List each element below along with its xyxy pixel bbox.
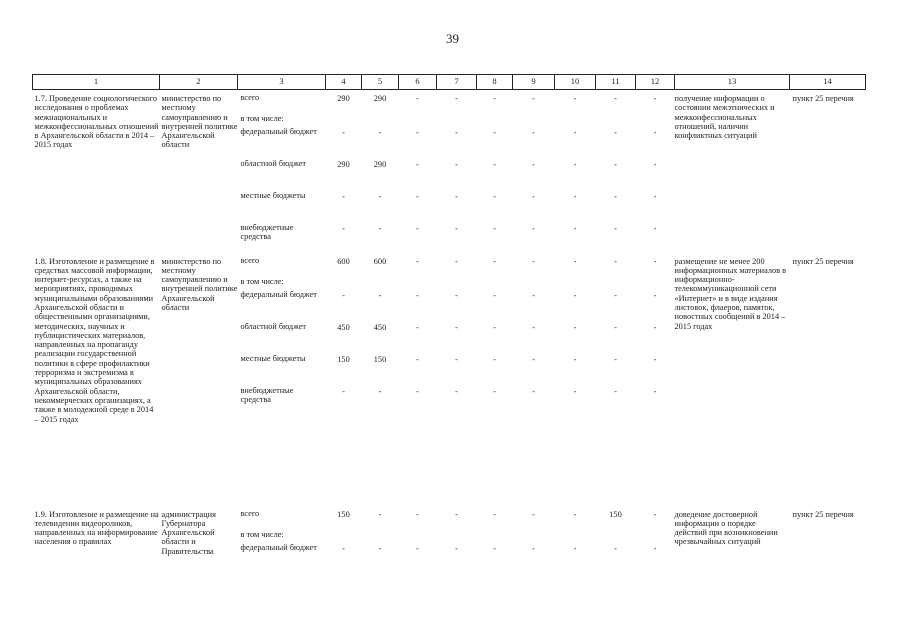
amount-cell: [636, 274, 675, 287]
funding-source: федеральный бюджет: [240, 126, 317, 136]
amount-cell: -: [416, 509, 419, 519]
col-header: 13: [675, 75, 790, 90]
funding-source: областной бюджет: [240, 158, 307, 168]
amount-cell: [596, 527, 636, 540]
amount-cell: -: [455, 386, 458, 396]
executor: министерство по местному самоуправлению и внутренней политике Архангельской области: [161, 256, 238, 312]
col-header: 10: [555, 75, 596, 90]
table-row: [33, 253, 866, 274]
amount-cell: -: [493, 290, 496, 300]
amount-cell: -: [493, 223, 496, 233]
basis: пункт 25 перечня: [792, 256, 854, 266]
amount-cell: 290: [337, 94, 350, 103]
amount-cell: 290: [337, 159, 350, 169]
funding-source: в том числе:: [240, 113, 284, 123]
amount-cell: -: [378, 509, 382, 519]
amount-cell: [326, 111, 362, 124]
amount-cell: -: [614, 223, 617, 233]
amount-cell: [513, 527, 555, 540]
col-header: 12: [636, 75, 675, 90]
amount-cell: 290: [373, 159, 387, 169]
amount-cell: [636, 111, 675, 124]
amount-cell: [437, 111, 477, 124]
amount-cell: -: [532, 354, 535, 364]
amount-cell: -: [653, 354, 657, 364]
amount-cell: -: [653, 94, 657, 103]
amount-cell: -: [532, 290, 535, 300]
amount-cell: -: [342, 191, 345, 201]
amount-cell: -: [614, 290, 617, 300]
amount-cell: -: [455, 543, 458, 553]
amount-cell: -: [416, 94, 419, 103]
amount-cell: -: [416, 159, 419, 169]
amount-cell: -: [532, 256, 535, 266]
funding-source: в том числе:: [240, 529, 284, 539]
amount-cell: -: [416, 290, 419, 300]
col-header: 4: [326, 75, 362, 90]
amount-cell: -: [493, 509, 496, 519]
amount-cell: -: [614, 386, 617, 396]
amount-cell: -: [614, 322, 617, 332]
program-table: [32, 74, 866, 570]
amount-cell: -: [573, 159, 577, 169]
amount-cell: -: [573, 509, 577, 519]
amount-cell: -: [653, 127, 657, 137]
amount-cell: -: [416, 322, 419, 332]
amount-cell: -: [342, 127, 345, 137]
amount-cell: -: [573, 354, 577, 364]
amount-cell: -: [342, 290, 345, 300]
amount-cell: -: [378, 543, 382, 553]
amount-cell: -: [493, 256, 496, 266]
amount-cell: 150: [337, 354, 350, 364]
funding-source: всего: [240, 255, 260, 265]
amount-cell: [477, 527, 513, 540]
amount-cell: [513, 111, 555, 124]
expected-result: получение информации о состоянии межэтнических и межконфессиональных отношений, наличии конфликтных ситуаций: [674, 94, 775, 141]
amount-cell: -: [378, 223, 382, 233]
amount-cell: -: [416, 386, 419, 396]
amount-cell: [399, 527, 437, 540]
funding-source: федеральный бюджет: [240, 289, 317, 299]
amount-cell: -: [455, 127, 458, 137]
amount-cell: -: [573, 256, 577, 266]
funding-source: всего: [240, 508, 260, 518]
amount-cell: -: [416, 256, 419, 266]
amount-cell: -: [532, 386, 535, 396]
funding-source: всего: [240, 93, 260, 102]
col-header: 2: [160, 75, 238, 90]
amount-cell: -: [653, 290, 657, 300]
measure-title: 1.9. Изготовление и размещение на телевидении видеороликов, направленных на информирование населения о правилах: [34, 509, 159, 547]
table-row: [33, 90, 866, 111]
funding-source: внебюджетные средства: [240, 385, 294, 404]
basis: пункт 25 перечня: [792, 94, 854, 103]
col-header: 9: [513, 75, 555, 90]
amount-cell: -: [653, 256, 657, 266]
amount-cell: [477, 274, 513, 287]
amount-cell: -: [378, 191, 382, 201]
amount-cell: -: [614, 256, 617, 266]
amount-cell: -: [455, 256, 458, 266]
table-row: [33, 506, 866, 527]
amount-cell: 450: [337, 322, 350, 332]
amount-cell: -: [493, 159, 496, 169]
amount-cell: -: [416, 223, 419, 233]
amount-cell: -: [614, 543, 617, 553]
col-header: 1: [33, 75, 160, 90]
amount-cell: -: [455, 94, 458, 103]
amount-cell: 600: [373, 256, 387, 266]
amount-cell: -: [532, 94, 535, 103]
amount-cell: -: [342, 223, 345, 233]
col-header: 6: [399, 75, 437, 90]
amount-cell: -: [455, 322, 458, 332]
amount-cell: [513, 274, 555, 287]
funding-source: в том числе:: [240, 276, 284, 286]
measure-title: 1.7. Проведение социологического исследования о проблемах межнациональных и межконфессиональных отношений в Архангельской области в 2014 – 2015 годах: [34, 94, 159, 150]
amount-cell: -: [493, 322, 496, 332]
amount-cell: -: [614, 127, 617, 137]
amount-cell: -: [532, 191, 535, 201]
amount-cell: -: [342, 386, 345, 396]
amount-cell: -: [493, 191, 496, 201]
amount-cell: -: [493, 354, 496, 364]
amount-cell: -: [573, 223, 577, 233]
col-header: 3: [238, 75, 326, 90]
executor: администрация Губернатора Архангельской области и Правительства: [161, 509, 216, 556]
amount-cell: -: [573, 386, 577, 396]
amount-cell: 150: [609, 509, 622, 519]
amount-cell: -: [493, 127, 496, 137]
amount-cell: -: [455, 159, 458, 169]
amount-cell: -: [416, 191, 419, 201]
amount-cell: -: [455, 354, 458, 364]
amount-cell: -: [455, 191, 458, 201]
col-header: 8: [477, 75, 513, 90]
amount-cell: -: [532, 509, 535, 519]
amount-cell: [596, 111, 636, 124]
measure-title: 1.8. Изготовление и размещение в средствах массовой информации, интернет-ресурсах, а также на мероприятиях, проводимых муниципальными образованиями Архангельской области и общественными организациями, методических, научных и публицистических материалов, направленных на пропаганду реализации государственной политики в сфере профилактики терроризма и экстремизма в муниципальных образованиях Архангельской области, некоммерческих организациях, а также в молодежной среде в 2014 – 2015 годах: [34, 256, 155, 424]
amount-cell: -: [614, 94, 617, 103]
amount-cell: -: [532, 543, 535, 553]
amount-cell: -: [378, 127, 382, 137]
amount-cell: -: [573, 127, 577, 137]
amount-cell: -: [614, 354, 617, 364]
amount-cell: -: [455, 290, 458, 300]
amount-cell: [555, 274, 596, 287]
amount-cell: [636, 527, 675, 540]
col-header: 7: [437, 75, 477, 90]
col-header: 14: [790, 75, 866, 90]
col-header: 5: [362, 75, 399, 90]
amount-cell: -: [653, 322, 657, 332]
amount-cell: [399, 111, 437, 124]
amount-cell: [437, 527, 477, 540]
amount-cell: -: [378, 290, 382, 300]
amount-cell: -: [653, 159, 657, 169]
amount-cell: -: [342, 543, 345, 553]
basis: пункт 25 перечня: [792, 509, 854, 519]
amount-cell: -: [573, 94, 577, 103]
amount-cell: [399, 274, 437, 287]
amount-cell: -: [455, 509, 458, 519]
col-header: 11: [596, 75, 636, 90]
amount-cell: -: [378, 386, 382, 396]
amount-cell: [326, 527, 362, 540]
amount-cell: -: [416, 127, 419, 137]
amount-cell: -: [573, 290, 577, 300]
amount-cell: [326, 274, 362, 287]
amount-cell: [477, 111, 513, 124]
amount-cell: 150: [373, 354, 387, 364]
amount-cell: -: [532, 322, 535, 332]
funding-source: местные бюджеты: [240, 190, 306, 200]
expected-result: размещение не менее 200 информационных материалов в информационно-телекоммуникационной сети «Интернет» и в виде издания листовок, флаеров, памяток, новостных сообщений в 2014 – 2015 годах: [674, 256, 787, 331]
funding-source: федеральный бюджет: [240, 542, 317, 552]
amount-cell: -: [653, 191, 657, 201]
amount-cell: -: [455, 223, 458, 233]
amount-cell: -: [573, 322, 577, 332]
amount-cell: [362, 274, 399, 287]
amount-cell: 290: [373, 94, 387, 103]
amount-cell: 450: [373, 322, 387, 332]
amount-cell: -: [416, 543, 419, 553]
amount-cell: -: [653, 386, 657, 396]
amount-cell: 150: [337, 509, 350, 519]
page-number: 39: [446, 31, 459, 46]
amount-cell: 600: [337, 256, 350, 266]
amount-cell: -: [614, 191, 617, 201]
amount-cell: -: [614, 159, 617, 169]
amount-cell: -: [493, 94, 496, 103]
amount-cell: -: [493, 543, 496, 553]
amount-cell: [596, 274, 636, 287]
expected-result: доведение достоверной информации о порядке действий при возникновении чрезвычайных ситуаций: [674, 509, 778, 547]
funding-source: областной бюджет: [240, 321, 307, 331]
amount-cell: -: [532, 223, 535, 233]
amount-cell: -: [416, 354, 419, 364]
amount-cell: -: [493, 386, 496, 396]
executor: министерство по местному самоуправлению и внутренней политике Архангельской области: [161, 94, 238, 150]
amount-cell: -: [532, 159, 535, 169]
funding-source: внебюджетные средства: [240, 222, 294, 241]
amount-cell: [555, 111, 596, 124]
amount-cell: [555, 527, 596, 540]
amount-cell: [437, 274, 477, 287]
amount-cell: -: [653, 223, 657, 233]
header-row: [33, 75, 866, 90]
amount-cell: -: [653, 543, 657, 553]
amount-cell: [362, 527, 399, 540]
amount-cell: -: [532, 127, 535, 137]
amount-cell: -: [653, 509, 657, 519]
amount-cell: [362, 111, 399, 124]
amount-cell: -: [573, 191, 577, 201]
funding-source: местные бюджеты: [240, 353, 306, 363]
amount-cell: -: [573, 543, 577, 553]
